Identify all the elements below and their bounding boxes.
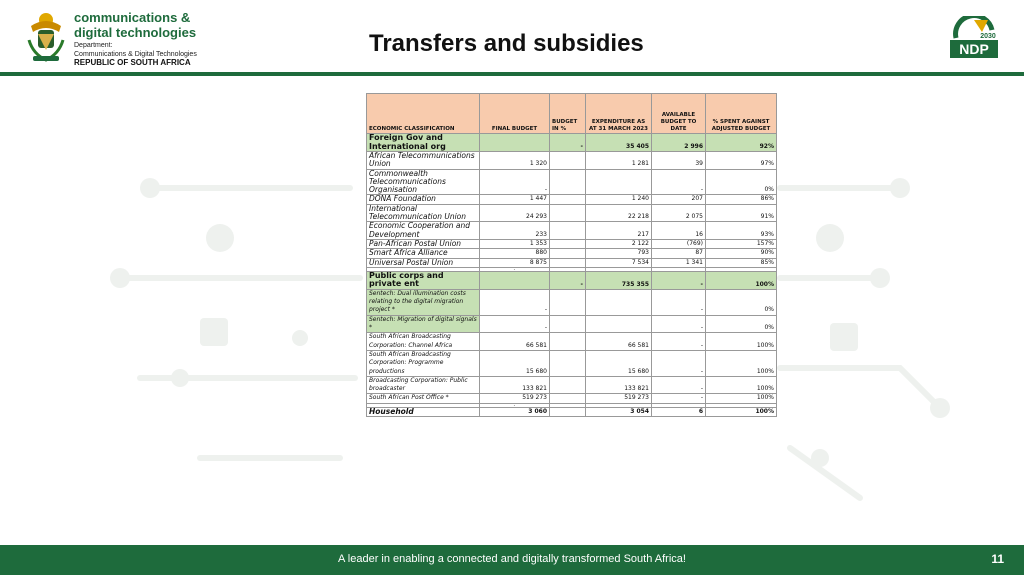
- expenditure-cell: 2 122: [586, 239, 652, 248]
- table-row: [367, 134, 777, 152]
- budget-pct-cell: [550, 152, 586, 170]
- table-row: [367, 407, 777, 416]
- spacer-cell: -: [480, 403, 550, 407]
- ndp-logo-icon: [948, 16, 1000, 62]
- available-cell: 39: [652, 152, 706, 170]
- expenditure-cell: 1 281: [586, 152, 652, 170]
- final-budget-cell: [480, 134, 550, 152]
- table-row: [367, 376, 777, 394]
- row-label: South African Broadcasting Corporation: Channel Africa: [367, 333, 480, 351]
- table-row: [367, 195, 777, 204]
- budget-pct-cell: [550, 239, 586, 248]
- row-label: African Telecommunications Union: [367, 152, 480, 170]
- row-label: Universal Postal Union: [367, 258, 480, 267]
- final-budget-cell: 519 273: [480, 394, 550, 403]
- budget-pct-cell: [550, 315, 586, 333]
- budget-pct-cell: -: [550, 134, 586, 152]
- col-header-available: AVAILABLE BUDGET TO DATE: [652, 94, 706, 134]
- final-budget-cell: 233: [480, 222, 550, 240]
- expenditure-cell: [586, 169, 652, 195]
- budget-pct-cell: [550, 195, 586, 204]
- expenditure-cell: 3 054: [586, 407, 652, 416]
- expenditure-cell: 15 680: [586, 350, 652, 376]
- row-label: Public corps and private ent: [367, 271, 480, 289]
- expenditure-cell: 793: [586, 249, 652, 258]
- department-subtitle: Department: Communications & Digital Technologies: [74, 42, 197, 58]
- coat-of-arms-icon: [25, 10, 67, 64]
- table-header-row: [367, 94, 777, 134]
- budget-pct-cell: [550, 350, 586, 376]
- table-row: [367, 152, 777, 170]
- final-budget-cell: [480, 271, 550, 289]
- row-label: Pan-African Postal Union: [367, 239, 480, 248]
- col-header-final-budget: FINAL BUDGET: [480, 94, 550, 134]
- row-label: Smart Africa Alliance: [367, 249, 480, 258]
- row-label: Sentech: Dual illumination costs relating to the digital migration project *: [367, 289, 480, 315]
- budget-pct-cell: [550, 289, 586, 315]
- col-header-expenditure: EXPENDITURE AS AT 31 MARCH 2023: [586, 94, 652, 134]
- department-name: communications & digital technologies: [74, 10, 197, 40]
- final-budget-cell: -: [480, 289, 550, 315]
- budget-pct-cell: -: [550, 271, 586, 289]
- available-cell: -: [652, 169, 706, 195]
- budget-pct-cell: [550, 407, 586, 416]
- expenditure-cell: [586, 315, 652, 333]
- table-row: [367, 333, 777, 351]
- spent-cell: 0%: [706, 315, 777, 333]
- table-row: [367, 204, 777, 222]
- expenditure-cell: 22 218: [586, 204, 652, 222]
- ndp-year: 2030: [980, 33, 996, 40]
- available-cell: 16: [652, 222, 706, 240]
- available-cell: 2 996: [652, 134, 706, 152]
- spent-cell: 0%: [706, 169, 777, 195]
- row-label: Foreign Gov and International org: [367, 134, 480, 152]
- budget-pct-cell: [550, 333, 586, 351]
- row-label: South African Post Office *: [367, 394, 480, 403]
- spent-cell: 97%: [706, 152, 777, 170]
- col-header-spent: % SPENT AGAINST ADJUSTED BUDGET: [706, 94, 777, 134]
- final-budget-cell: 1 353: [480, 239, 550, 248]
- final-budget-cell: 24 293: [480, 204, 550, 222]
- page-number: 11: [991, 552, 1004, 566]
- final-budget-cell: 3 060: [480, 407, 550, 416]
- row-label: Household: [367, 407, 480, 416]
- available-cell: 6: [652, 407, 706, 416]
- table-row: [367, 394, 777, 403]
- table-row: [367, 222, 777, 240]
- transfers-table: [366, 93, 777, 417]
- table-row: [367, 315, 777, 333]
- row-label: Commonwealth Telecommunications Organisation: [367, 169, 480, 195]
- row-label: Broadcasting Corporation: Public broadcaster: [367, 376, 480, 394]
- available-cell: 87: [652, 249, 706, 258]
- expenditure-cell: 519 273: [586, 394, 652, 403]
- expenditure-cell: 66 581: [586, 333, 652, 351]
- expenditure-cell: 133 821: [586, 376, 652, 394]
- row-label: Sentech: Migration of digital signals *: [367, 315, 480, 333]
- spent-cell: 100%: [706, 376, 777, 394]
- spent-cell: 0%: [706, 289, 777, 315]
- expenditure-cell: 35 405: [586, 134, 652, 152]
- budget-pct-cell: [550, 258, 586, 267]
- spent-cell: 90%: [706, 249, 777, 258]
- slide-header: [0, 0, 1024, 72]
- expenditure-cell: 1 240: [586, 195, 652, 204]
- row-label: Economic Cooperation and Development: [367, 222, 480, 240]
- row-label: DONA Foundation: [367, 195, 480, 204]
- row-label: International Telecommunication Union: [367, 204, 480, 222]
- expenditure-cell: 7 534: [586, 258, 652, 267]
- spent-cell: 157%: [706, 239, 777, 248]
- budget-pct-cell: [550, 376, 586, 394]
- col-header-classification: ECONOMIC CLASSIFICATION: [367, 94, 480, 134]
- spent-cell: 93%: [706, 222, 777, 240]
- available-cell: -: [652, 315, 706, 333]
- available-cell: -: [652, 289, 706, 315]
- ndp-text: NDP: [959, 41, 989, 57]
- spacer-cell: -: [480, 267, 550, 271]
- final-budget-cell: 880: [480, 249, 550, 258]
- final-budget-cell: -: [480, 315, 550, 333]
- budget-pct-cell: [550, 222, 586, 240]
- budget-pct-cell: [550, 394, 586, 403]
- spent-cell: 91%: [706, 204, 777, 222]
- available-cell: 1 341: [652, 258, 706, 267]
- final-budget-cell: 1 447: [480, 195, 550, 204]
- spent-cell: 100%: [706, 271, 777, 289]
- row-label: South African Broadcasting Corporation: Programme productions: [367, 350, 480, 376]
- country-name: REPUBLIC OF SOUTH AFRICA: [74, 58, 191, 67]
- available-cell: -: [652, 350, 706, 376]
- available-cell: -: [652, 394, 706, 403]
- available-cell: -: [652, 271, 706, 289]
- table-row: [367, 258, 777, 267]
- final-budget-cell: -: [480, 169, 550, 195]
- final-budget-cell: 15 680: [480, 350, 550, 376]
- footer-tagline: A leader in enabling a connected and digitally transformed South Africa!: [338, 553, 686, 565]
- budget-pct-cell: [550, 204, 586, 222]
- spent-cell: 100%: [706, 350, 777, 376]
- available-cell: -: [652, 376, 706, 394]
- available-cell: -: [652, 333, 706, 351]
- spent-cell: 92%: [706, 134, 777, 152]
- spent-cell: 100%: [706, 407, 777, 416]
- col-header-budget-pct: BUDGET IN %: [550, 94, 586, 134]
- expenditure-cell: 217: [586, 222, 652, 240]
- table-row: [367, 289, 777, 315]
- final-budget-cell: 66 581: [480, 333, 550, 351]
- spent-cell: 85%: [706, 258, 777, 267]
- page-title: Transfers and subsidies: [369, 30, 644, 57]
- spent-cell: 86%: [706, 195, 777, 204]
- budget-pct-cell: [550, 249, 586, 258]
- available-cell: 2 075: [652, 204, 706, 222]
- available-cell: 207: [652, 195, 706, 204]
- expenditure-cell: [586, 289, 652, 315]
- table-row: [367, 249, 777, 258]
- table-row: [367, 169, 777, 195]
- final-budget-cell: 8 875: [480, 258, 550, 267]
- budget-pct-cell: [550, 169, 586, 195]
- final-budget-cell: 1 320: [480, 152, 550, 170]
- slide-footer: [0, 545, 1024, 575]
- table-row: [367, 350, 777, 376]
- spent-cell: 100%: [706, 394, 777, 403]
- spent-cell: 100%: [706, 333, 777, 351]
- table-row: [367, 271, 777, 289]
- expenditure-cell: 735 355: [586, 271, 652, 289]
- header-rule: [0, 72, 1024, 76]
- final-budget-cell: 133 821: [480, 376, 550, 394]
- available-cell: (769): [652, 239, 706, 248]
